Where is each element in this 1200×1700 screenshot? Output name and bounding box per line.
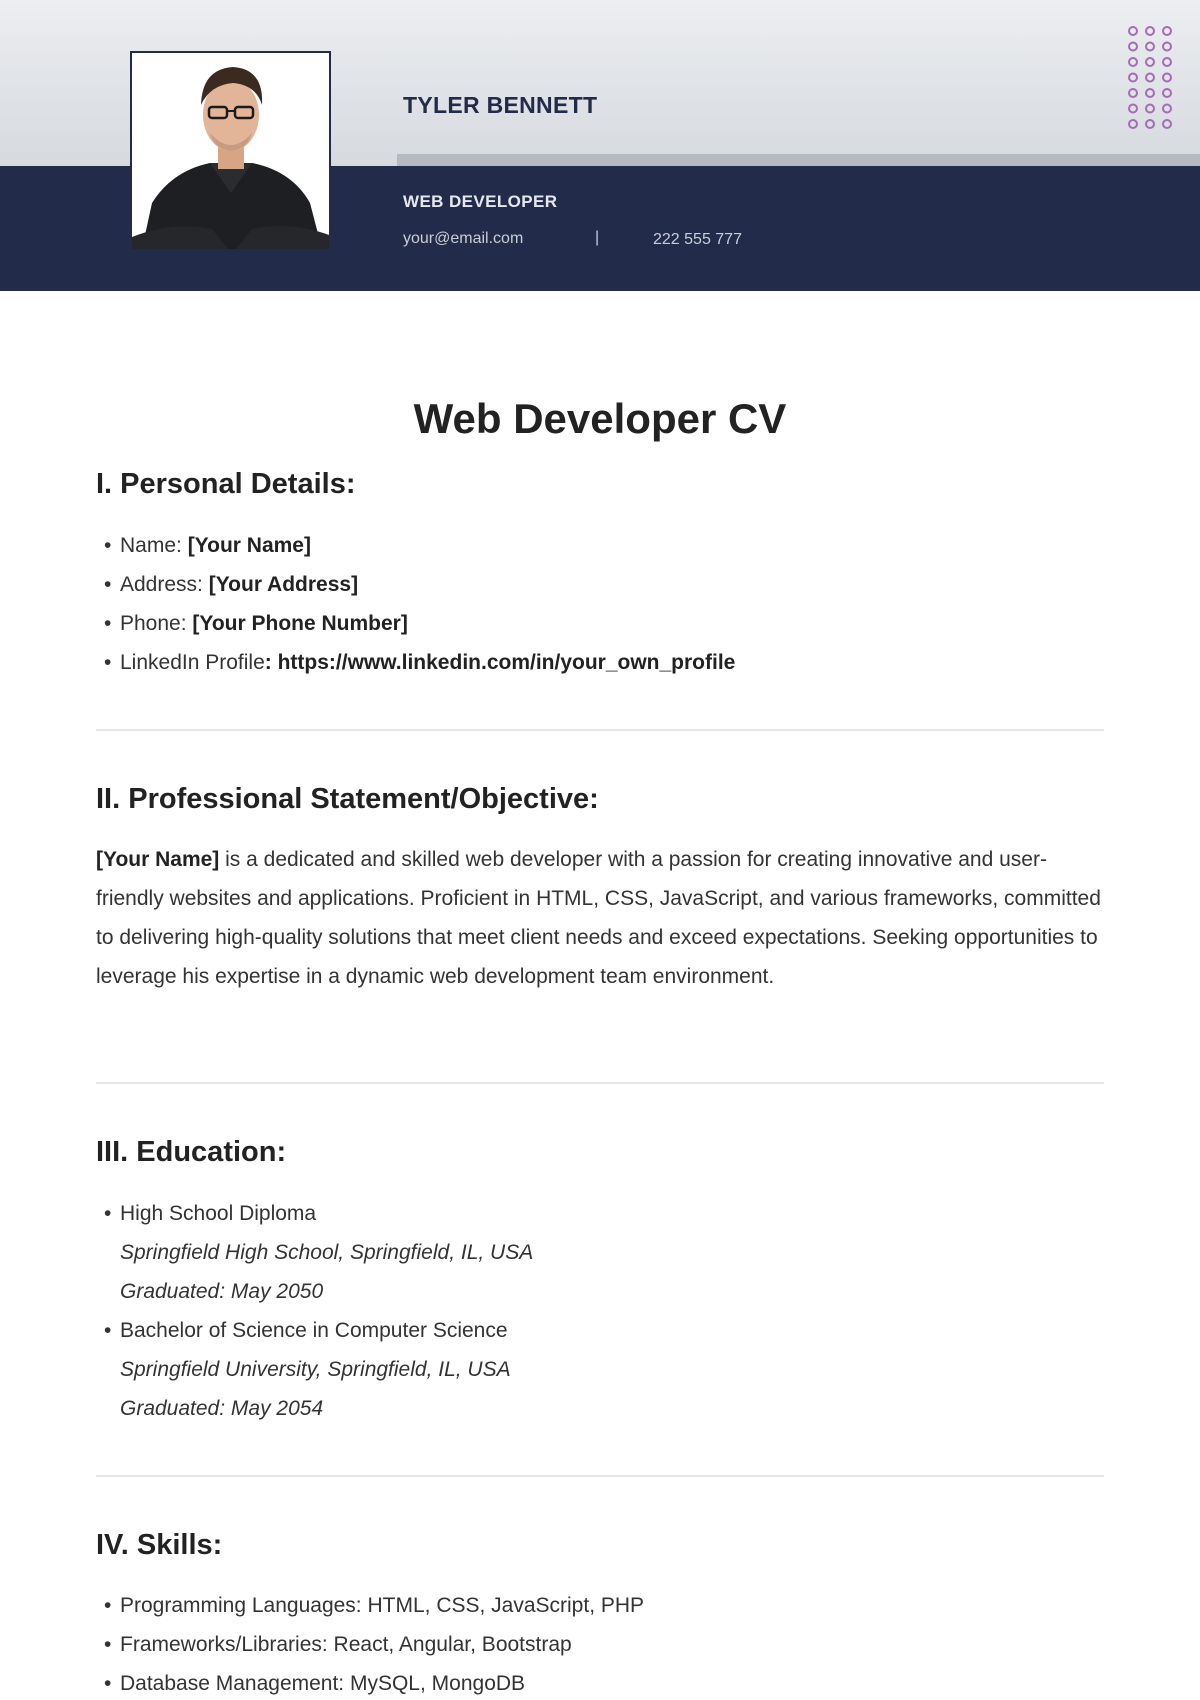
cv-header	[0, 0, 1200, 291]
decorative-dot	[1146, 105, 1154, 113]
header-name: TYLER BENNETT	[403, 92, 598, 118]
education-heading: III. Education:	[96, 1136, 287, 1168]
header-gray-stripe	[397, 154, 1200, 166]
decorative-dot	[1129, 89, 1137, 97]
decorative-dot	[1146, 120, 1154, 128]
decorative-dot	[1129, 58, 1137, 66]
decorative-dot	[1129, 105, 1137, 113]
statement-paragraph	[96, 840, 1104, 996]
document-title: Web Developer CV	[413, 395, 787, 442]
graduation-date: Graduated: May 2054	[120, 1397, 324, 1420]
degree: Bachelor of Science in Computer Science	[120, 1319, 508, 1342]
decorative-dot	[1129, 74, 1137, 82]
statement-text: is a dedicated and skilled web developer with a passion for creating innovative and user-friendly websites and applications. Proficient in HTML, CSS, JavaScript, and various frameworks, committed to delivering high-quality solutions that meet client needs and exceed expectations. Seeking opportunities to leverage his expertise in a dynamic web development team environment.	[96, 848, 1101, 988]
decorative-dot	[1163, 43, 1171, 51]
list-item	[96, 643, 735, 682]
item-label: Phone:	[120, 612, 193, 635]
list-item: • Database Management: MySQL, MongoDB	[96, 1664, 644, 1700]
item-value: [Your Address]	[208, 573, 359, 596]
profile-photo	[130, 51, 331, 251]
school: Springfield University, Springfield, IL, USA	[120, 1358, 511, 1381]
decorative-dot	[1146, 74, 1154, 82]
item-label: LinkedIn Profile	[120, 651, 265, 674]
item-value: [Your Name]	[187, 534, 311, 557]
decorative-dot	[1146, 43, 1154, 51]
decorative-dot	[1163, 105, 1171, 113]
decorative-dot	[1146, 58, 1154, 66]
decorative-dot	[1163, 89, 1171, 97]
statement-lead: [Your Name]	[96, 848, 220, 871]
list-item	[96, 604, 735, 643]
item-label: Name:	[120, 534, 188, 557]
item-value: [Your Phone Number]	[192, 612, 408, 635]
header-phone: 222 555 777	[653, 231, 742, 248]
decorative-dot	[1163, 27, 1171, 35]
list-item	[96, 1194, 533, 1311]
decorative-dot	[1163, 120, 1171, 128]
header-separator: |	[595, 229, 600, 246]
item-label: Address:	[120, 573, 209, 596]
decorative-dots-icon	[1127, 25, 1177, 131]
decorative-dot	[1129, 27, 1137, 35]
list-item: • Frameworks/Libraries: React, Angular, Bootstrap	[96, 1625, 644, 1664]
list-item	[96, 526, 735, 565]
list-item: • Programming Languages: HTML, CSS, JavaScript, PHP	[96, 1586, 644, 1625]
personal-details-list	[96, 526, 735, 682]
decorative-dot	[1129, 43, 1137, 51]
decorative-dot	[1146, 89, 1154, 97]
skills-list	[96, 1586, 644, 1700]
statement-heading: II. Professional Statement/Objective:	[96, 783, 599, 815]
person-portrait-icon	[132, 53, 329, 249]
decorative-dot	[1146, 27, 1154, 35]
personal-details-heading: I. Personal Details:	[96, 468, 356, 500]
education-list	[96, 1194, 533, 1428]
decorative-dot	[1163, 58, 1171, 66]
section-divider	[96, 1475, 1104, 1477]
list-item	[96, 565, 735, 604]
skills-heading: IV. Skills:	[96, 1529, 223, 1561]
linkedin-link[interactable]: : https://www.linkedin.com/in/your_own_profile	[264, 651, 736, 674]
header-job-title: WEB DEVELOPER	[403, 192, 558, 211]
degree: High School Diploma	[120, 1202, 317, 1225]
list-item	[96, 1311, 533, 1428]
decorative-dot	[1129, 120, 1137, 128]
section-divider	[96, 729, 1104, 731]
header-email[interactable]: your@email.com	[403, 230, 524, 247]
decorative-dot	[1163, 74, 1171, 82]
section-divider	[96, 1082, 1104, 1084]
school: Springfield High School, Springfield, IL, USA	[120, 1241, 534, 1264]
graduation-date: Graduated: May 2050	[120, 1280, 324, 1303]
